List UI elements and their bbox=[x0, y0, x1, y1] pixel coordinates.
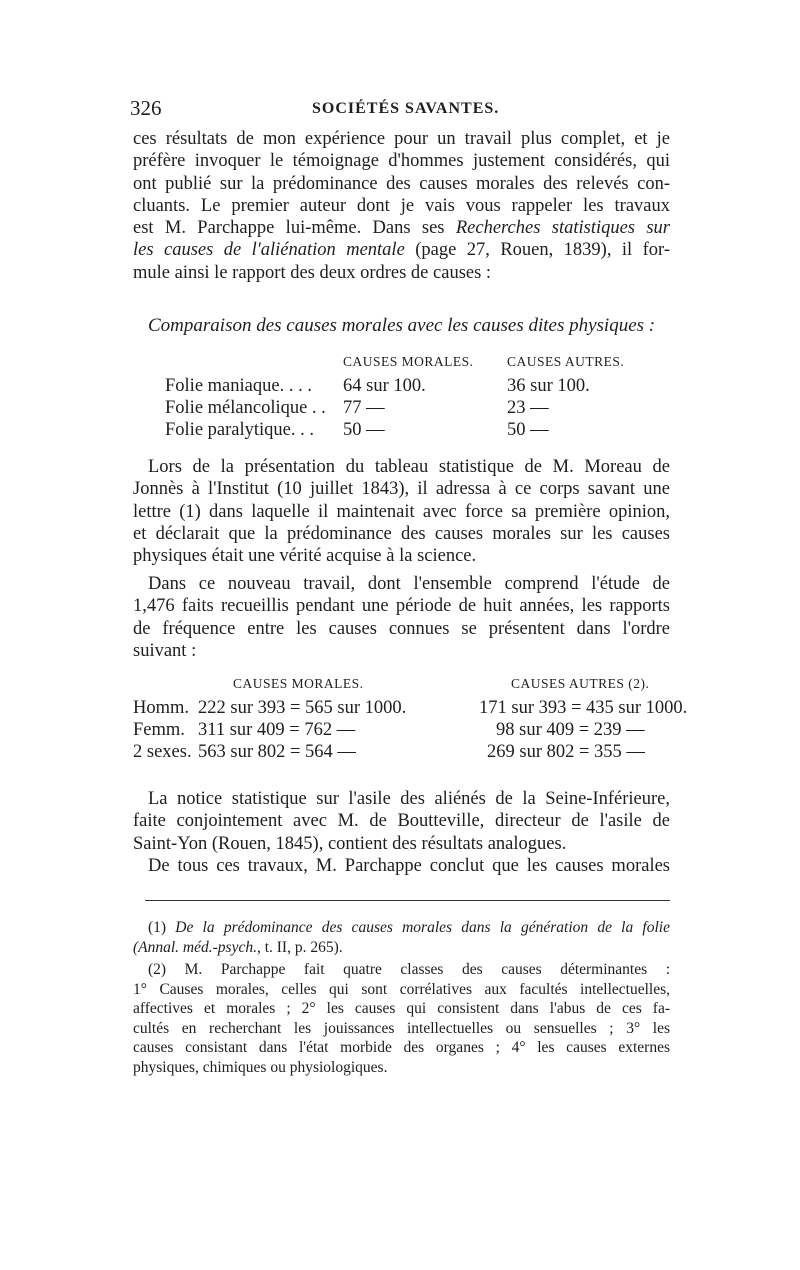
comparison-table bbox=[165, 354, 624, 442]
text-line: Saint-Yon (Rouen, 1845), contient des résultats analogues. bbox=[133, 833, 567, 854]
row-label: Homm. bbox=[133, 698, 190, 718]
text-line: La notice statistique sur l'asile des aliénés de la Seine-Inférieure, bbox=[148, 789, 670, 809]
footnote-2-line: 1° Causes morales, celles qui sont corrélatives aux facultés intellectuelles, bbox=[133, 980, 670, 998]
text-run: est M. Parchappe lui-même. Dans ses bbox=[133, 218, 456, 239]
cell-morales: 77 — bbox=[343, 398, 385, 418]
text-line: ont publié sur la prédominance des causes morales des relevés con- bbox=[133, 173, 670, 194]
table-row bbox=[165, 398, 624, 420]
footnote-2-line: affectives et morales ; 2° les causes qui consistent dans l'abus de ces fa- bbox=[133, 1000, 670, 1017]
column-header-morales: CAUSES MORALES. bbox=[343, 354, 474, 369]
text-line: mule ainsi le rapport des deux ordres de causes : bbox=[133, 262, 492, 283]
text-run: (page 27, Rouen, 1839), il for- bbox=[404, 240, 670, 261]
text-line: lettre (1) dans laquelle il maintenait avec force sa première opinion, bbox=[133, 501, 670, 522]
cell-autres: 36 sur 100. bbox=[507, 376, 590, 396]
table-row bbox=[133, 742, 687, 764]
table-caption: Comparaison des causes morales avec les causes dites physiques : bbox=[148, 315, 656, 336]
text-line bbox=[133, 239, 670, 261]
column-header-autres: CAUSES AUTRES. bbox=[507, 354, 625, 369]
cell-autres: 98 sur 409 = 239 — bbox=[496, 720, 645, 740]
table-row bbox=[133, 720, 687, 742]
text-line: physiques était une vérité acquise à la science. bbox=[133, 546, 477, 567]
footnote-2-line: cultés en recherchant les jouissances intellectuelles ou sensuelles ; 3° les bbox=[133, 1019, 670, 1037]
footnote-1-line bbox=[133, 938, 670, 958]
footnote-rule bbox=[145, 900, 670, 901]
book-title-part: Recherches statistiques sur bbox=[455, 218, 670, 239]
table-row bbox=[165, 420, 624, 442]
text-line: Jonnès à l'Institut (10 juillet 1843), il adressa à ce corps savant une bbox=[133, 479, 670, 500]
footnote-1-line bbox=[133, 918, 670, 938]
frequency-table bbox=[133, 676, 687, 764]
row-label: Folie maniaque. . . . bbox=[165, 376, 312, 396]
footnote-2-line: physiques, chimiques ou physiologiques. bbox=[133, 1058, 388, 1076]
paragraph-4 bbox=[133, 788, 670, 855]
row-label: Folie mélancolique . . bbox=[165, 398, 326, 418]
column-header-morales: CAUSES MORALES. bbox=[233, 676, 364, 691]
text-line: 1,476 faits recueillis pendant une période de huit années, les rapports bbox=[133, 596, 670, 617]
paragraph-2 bbox=[133, 456, 670, 567]
text-run: , t. II, p. 265). bbox=[256, 938, 343, 956]
text-line: préfère invoquer le témoignage d'hommes justement considérés, qui bbox=[133, 151, 670, 172]
paragraph-5 bbox=[133, 855, 670, 877]
row-label: Folie paralytique. . . bbox=[165, 420, 314, 440]
footnote-title: De la prédominance des causes morales dans la génération de la folie bbox=[175, 919, 670, 936]
footnote-2-line: (2) M. Parchappe fait quatre classes des causes déterminantes : bbox=[148, 961, 670, 978]
table-header-row bbox=[133, 676, 687, 698]
text-line: et déclarait que la prédominance des causes morales sur les causes bbox=[133, 523, 670, 544]
text-line: ces résultats de mon expérience pour un travail plus complet, et je bbox=[133, 129, 670, 149]
table-row bbox=[133, 698, 687, 720]
page-number: 326 bbox=[130, 96, 162, 120]
text-line: suivant : bbox=[133, 640, 197, 661]
text-line bbox=[133, 217, 670, 239]
table-header-row bbox=[165, 354, 624, 376]
footnote-2-line: causes consistant dans l'état morbide des organes ; 4° les causes externes bbox=[133, 1039, 670, 1056]
cell-morales: 64 sur 100. bbox=[343, 376, 426, 396]
text-line: Lors de la présentation du tableau statistique de M. Moreau de bbox=[148, 457, 670, 477]
footnote-marker: (1) bbox=[148, 919, 176, 936]
cell-morales: 563 sur 802 = 564 — bbox=[198, 742, 356, 762]
text-line: faite conjointement avec M. de Boutteville, directeur de l'asile de bbox=[133, 811, 670, 832]
page-header bbox=[130, 96, 670, 126]
text-line: De tous ces travaux, M. Parchappe conclut que les causes morales bbox=[148, 856, 670, 876]
cell-morales: 50 — bbox=[343, 420, 385, 440]
book-title-part: les causes de l'aliénation mentale bbox=[133, 240, 405, 261]
cell-autres: 171 sur 393 = 435 sur 1000. bbox=[479, 698, 688, 718]
footnote-source: (Annal. méd.-psych. bbox=[133, 938, 257, 956]
cell-autres: 269 sur 802 = 355 — bbox=[487, 742, 645, 762]
paragraph-3 bbox=[133, 573, 670, 662]
row-label: Femm. bbox=[133, 720, 185, 740]
column-header-autres: CAUSES AUTRES (2). bbox=[511, 676, 650, 691]
cell-morales: 311 sur 409 = 762 — bbox=[198, 720, 356, 740]
text-line: cluants. Le premier auteur dont je vais vous rappeler les travaux bbox=[133, 195, 670, 216]
cell-autres: 23 — bbox=[507, 398, 549, 418]
text-line: Dans ce nouveau travail, dont l'ensemble comprend l'étude de bbox=[148, 574, 670, 594]
footnotes bbox=[133, 918, 670, 1077]
cell-autres: 50 — bbox=[507, 420, 549, 440]
cell-morales: 222 sur 393 = 565 sur 1000. bbox=[198, 698, 407, 718]
table-row bbox=[165, 376, 624, 398]
text-line: de fréquence entre les causes connues se présentent dans l'ordre bbox=[133, 618, 670, 639]
row-label: 2 sexes. bbox=[133, 742, 192, 762]
running-head: SOCIÉTÉS SAVANTES. bbox=[312, 100, 500, 117]
paragraph-1 bbox=[133, 128, 670, 284]
